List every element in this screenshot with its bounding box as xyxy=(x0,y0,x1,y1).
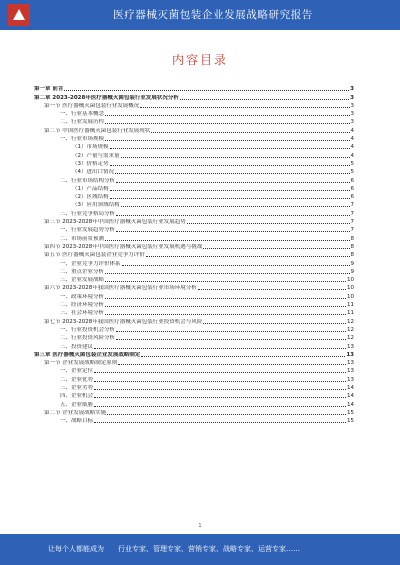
toc-dot-leader xyxy=(110,198,350,199)
toc-entry[interactable] xyxy=(34,258,354,266)
toc-entry[interactable] xyxy=(34,300,354,308)
toc-entry[interactable] xyxy=(34,101,354,109)
toc-dot-leader xyxy=(107,414,346,415)
toc-entry-text: 一、行业投资机会分析 xyxy=(60,326,116,333)
toc-entry-page: 13 xyxy=(347,360,354,367)
toc-entry-text: 一、企业定位 xyxy=(60,368,94,375)
toc-entry-text: 第四节 2023-2028年中国医疗器械灭菌包装行业发展机遇与挑战 xyxy=(44,243,203,250)
toc-entry[interactable] xyxy=(34,283,354,291)
toc-dot-leader xyxy=(64,90,349,91)
toc-entry-text: 三、行业竞争格局分析 xyxy=(60,210,116,217)
toc-dot-leader xyxy=(105,306,346,307)
toc-entry-page: 15 xyxy=(347,409,354,416)
toc-entry[interactable] xyxy=(34,159,354,167)
toc-entry-text: 二、市场前景预测 xyxy=(60,235,105,242)
toc-entry-page: 4 xyxy=(350,136,354,143)
toc-entry-text: 四、企业机会 xyxy=(60,393,94,400)
toc-entry[interactable] xyxy=(34,391,354,399)
toc-dot-leader xyxy=(121,157,350,158)
page-number: 1 xyxy=(198,523,202,529)
toc-dot-leader xyxy=(146,256,350,257)
toc-entry-text: 五、企业威胁 xyxy=(60,401,94,408)
toc-entry-page: 15 xyxy=(347,418,354,425)
toc-entry[interactable] xyxy=(34,175,354,183)
toc-entry-page: 13 xyxy=(347,343,354,350)
toc-dot-leader xyxy=(110,165,350,166)
toc-dot-leader xyxy=(105,115,349,116)
toc-entry-page: 5 xyxy=(350,160,354,167)
toc-entry[interactable] xyxy=(34,117,354,125)
toc-entry-page: 6 xyxy=(350,185,354,192)
toc-entry-page: 13 xyxy=(346,351,354,358)
toc-entry[interactable] xyxy=(34,333,354,341)
toc-entry-text: （3）应用领域结构 xyxy=(72,202,120,209)
toc-entry-text: 一、行业发展趋势分析 xyxy=(60,227,116,234)
toc-entry[interactable] xyxy=(34,383,354,391)
toc-entry-text: 第二章 2023-2028年医疗器械灭菌包装行业发展状况分析 xyxy=(34,94,179,101)
toc-dot-leader xyxy=(116,231,349,232)
toc-entry[interactable] xyxy=(34,316,354,324)
toc-dot-leader xyxy=(94,406,346,407)
toc-dot-leader xyxy=(105,140,349,141)
toc-entry[interactable] xyxy=(34,192,354,200)
page-header xyxy=(0,0,400,30)
toc-entry-text: 一、行业基本概念 xyxy=(60,111,105,118)
toc-dot-leader xyxy=(94,397,346,398)
toc-entry-text: （1）市场规模 xyxy=(72,144,109,151)
toc-entry-page: 10 xyxy=(347,293,354,300)
toc-dot-leader xyxy=(140,107,349,108)
report-title: 医疗器械灭菌包装企业发展战略研究报告 xyxy=(113,9,313,21)
toc-dot-leader xyxy=(105,281,346,282)
toc-entry-text: 一、行业市场规模 xyxy=(60,136,105,143)
toc-entry-page: 6 xyxy=(350,194,354,201)
toc-entry[interactable] xyxy=(34,325,354,333)
toc-entry[interactable] xyxy=(34,358,354,366)
toc-dot-leader xyxy=(110,148,350,149)
toc-entry-text: 一、战略目标 xyxy=(60,418,94,425)
toc-dot-leader xyxy=(116,339,346,340)
toc-entry-page: 3 xyxy=(350,94,354,101)
toc-dot-leader xyxy=(116,331,346,332)
toc-entry-page: 4 xyxy=(350,127,354,134)
toc-entry-text: （1）产品结构 xyxy=(72,185,109,192)
toc-entry-text: 二、行业投资风险分析 xyxy=(60,335,116,342)
toc-entry-page: 12 xyxy=(347,335,354,342)
toc-entry[interactable] xyxy=(34,167,354,175)
toc-entry-page: 12 xyxy=(347,326,354,333)
toc-entry-text: 一、企业竞争力评价体系 xyxy=(60,260,121,267)
toc-entry[interactable] xyxy=(34,217,354,225)
toc-entry[interactable] xyxy=(34,267,354,275)
toc-entry[interactable] xyxy=(34,250,354,258)
toc-entry-text: （2）区域结构 xyxy=(72,194,109,201)
logo-icon xyxy=(8,4,30,26)
toc-entry[interactable] xyxy=(34,233,354,241)
toc-entry[interactable] xyxy=(34,291,354,299)
toc-entry[interactable] xyxy=(34,134,354,142)
toc-entry[interactable] xyxy=(34,242,354,250)
toc-entry-text: 三、企业劣势 xyxy=(60,384,94,391)
toc-entry-text: 第六节 2023-2028年我国医疗器械灭菌包装行业市场环境分析 xyxy=(44,285,197,292)
toc-entry[interactable] xyxy=(34,200,354,208)
toc-dot-leader xyxy=(121,206,350,207)
toc-entry-page: 8 xyxy=(350,252,354,259)
toc-entry-page: 7 xyxy=(350,227,354,234)
toc-entry-page: 5 xyxy=(350,169,354,176)
toc-entry-page: 4 xyxy=(350,144,354,151)
toc-entry-page: 8 xyxy=(350,235,354,242)
toc-dot-leader xyxy=(94,381,346,382)
toc-entry[interactable] xyxy=(34,399,354,407)
toc-entry-text: 三、投资建议 xyxy=(60,343,94,350)
toc-entry-text: 二、经济环境分析 xyxy=(60,302,105,309)
toc-entry[interactable] xyxy=(34,275,354,283)
toc-dot-leader xyxy=(105,123,349,124)
toc-entry[interactable] xyxy=(34,350,354,358)
toc-dot-leader xyxy=(115,173,350,174)
toc-entry[interactable] xyxy=(34,208,354,216)
toc-dot-leader xyxy=(94,422,346,423)
toc-entry[interactable] xyxy=(34,84,354,92)
toc-entry-page: 13 xyxy=(347,368,354,375)
toc-entry[interactable] xyxy=(34,225,354,233)
toc-entry-page: 4 xyxy=(350,152,354,159)
toc-entry[interactable] xyxy=(34,308,354,316)
toc-dot-leader xyxy=(116,182,349,183)
toc-entry-page: 10 xyxy=(347,277,354,284)
toc-dot-leader xyxy=(105,273,349,274)
toc-dot-leader xyxy=(118,364,346,365)
toc-entry[interactable] xyxy=(34,341,354,349)
toc-entry-page: 3 xyxy=(350,86,354,93)
table-of-contents xyxy=(34,84,354,424)
toc-entry-text: （2）产量与需求量 xyxy=(72,152,120,159)
toc-entry-page: 13 xyxy=(347,376,354,383)
toc-dot-leader xyxy=(141,356,345,357)
page-footer xyxy=(0,534,400,565)
toc-entry-text: 第三节 2023-2028年中国医疗器械灭菌包装行业发展趋势 xyxy=(44,219,186,226)
toc-dot-leader xyxy=(203,248,349,249)
toc-entry-text: 二、重点企业分析 xyxy=(60,268,105,275)
toc-dot-leader xyxy=(116,215,349,216)
toc-entry-page: 14 xyxy=(347,401,354,408)
toc-entry-page: 3 xyxy=(350,102,354,109)
toc-entry-page: 11 xyxy=(347,310,354,317)
footer-slogan: 让每个人都能成为 行业专家、管理专家、营销专家、战略专家、运营专家…… xyxy=(48,545,300,553)
toc-entry-text: （4）进出口情况 xyxy=(72,169,114,176)
toc-dot-leader xyxy=(94,372,346,373)
toc-title: 内容目录 xyxy=(171,53,228,67)
toc-entry-page: 3 xyxy=(350,119,354,126)
toc-entry[interactable] xyxy=(34,408,354,416)
toc-dot-leader xyxy=(105,314,346,315)
toc-entry-text: 第五节 医疗器械灭菌包装企业竞争力评价 xyxy=(44,252,145,259)
toc-entry-page: 10 xyxy=(347,285,354,292)
toc-entry[interactable] xyxy=(34,374,354,382)
toc-entry-page: 9 xyxy=(350,260,354,267)
toc-dot-leader xyxy=(180,99,349,100)
toc-entry-page: 14 xyxy=(347,393,354,400)
toc-entry-page: 7 xyxy=(350,219,354,226)
toc-entry-text: 第二节 企业发展战略实施 xyxy=(44,409,107,416)
toc-entry[interactable] xyxy=(34,142,354,150)
toc-entry-page: 12 xyxy=(347,318,354,325)
toc-entry-text: 二、行业发展历程 xyxy=(60,119,105,126)
toc-entry[interactable] xyxy=(34,125,354,133)
toc-dot-leader xyxy=(122,265,350,266)
toc-entry[interactable] xyxy=(34,150,354,158)
toc-dot-leader xyxy=(105,240,349,241)
toc-entry-page: 6 xyxy=(350,177,354,184)
toc-entry-page: 3 xyxy=(350,111,354,118)
toc-entry-text: 一、政策环境分析 xyxy=(60,293,105,300)
toc-entry[interactable] xyxy=(34,366,354,374)
toc-entry-text: 第一章 前言 xyxy=(34,86,64,93)
toc-entry-text: 第二节 中国医疗器械灭菌包装行业发展现状 xyxy=(44,127,151,134)
toc-entry-page: 7 xyxy=(350,210,354,217)
toc-entry-page: 7 xyxy=(350,202,354,209)
toc-entry[interactable] xyxy=(34,109,354,117)
toc-entry[interactable] xyxy=(34,184,354,192)
toc-entry[interactable] xyxy=(34,416,354,424)
toc-entry-text: 第一节 医疗器械灭菌包装行业发展概况 xyxy=(44,102,140,109)
toc-entry-text: 三、社会环境分析 xyxy=(60,310,105,317)
toc-entry-text: 第一节 企业发展战略制定原则 xyxy=(44,360,118,367)
toc-dot-leader xyxy=(105,298,346,299)
toc-entry-text: 二、企业优势 xyxy=(60,376,94,383)
toc-dot-leader xyxy=(94,348,346,349)
toc-entry-page: 8 xyxy=(350,243,354,250)
toc-entry[interactable] xyxy=(34,92,354,100)
toc-dot-leader xyxy=(94,389,346,390)
toc-entry-text: 三、企业发展战略 xyxy=(60,277,105,284)
toc-entry-page: 11 xyxy=(347,302,354,309)
toc-entry-text: 第七节 2023-2028年我国医疗器械灭菌包装行业投资机会与风险 xyxy=(44,318,203,325)
toc-entry-page: 14 xyxy=(347,384,354,391)
toc-dot-leader xyxy=(198,289,346,290)
toc-dot-leader xyxy=(110,190,350,191)
toc-dot-leader xyxy=(151,132,349,133)
toc-entry-page: 9 xyxy=(350,268,354,275)
toc-dot-leader xyxy=(187,223,350,224)
toc-dot-leader xyxy=(203,323,346,324)
toc-entry-text: （3）价格走势 xyxy=(72,160,109,167)
toc-entry-text: 二、行业市场结构分析 xyxy=(60,177,116,184)
toc-entry-text: 第三章 医疗器械灭菌包装企业发展战略制定 xyxy=(34,351,141,358)
